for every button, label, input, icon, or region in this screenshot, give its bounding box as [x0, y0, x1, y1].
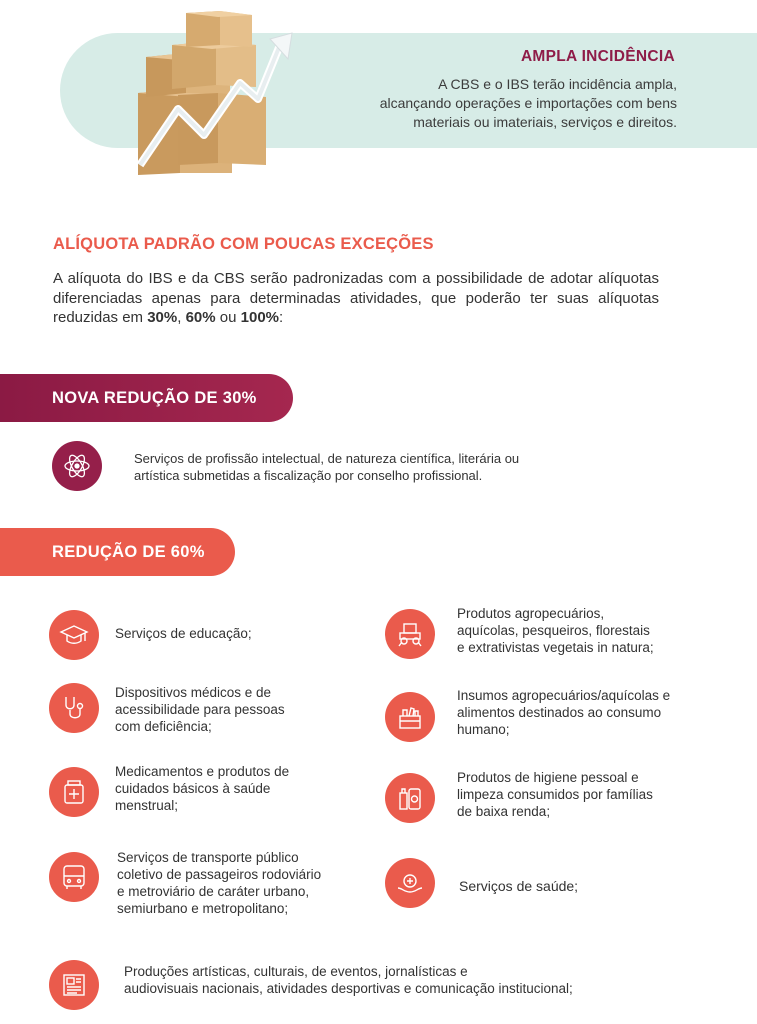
item-line: de baixa renda; [457, 804, 551, 819]
item-line: aquícolas, pesqueiros, florestais [457, 623, 650, 638]
item-line: Produtos de higiene pessoal e [457, 770, 639, 785]
item-line: Serviços de educação; [115, 626, 252, 641]
banner-line: alcançando operações e importações com bens [379, 95, 677, 111]
banner-line: materiais ou imateriais, serviços e direitos. [413, 114, 677, 130]
item-line: humano; [457, 722, 510, 737]
item-line: semiurbano e metropolitano; [117, 901, 289, 916]
tractor-icon [385, 609, 435, 659]
item-line: Serviços de saúde; [459, 878, 579, 894]
left-item-3 [115, 763, 289, 814]
section-title: ALÍQUOTA PADRÃO COM POUCAS EXCEÇÕES [53, 235, 434, 253]
item-line: Insumos agropecuários/aquícolas e [457, 688, 671, 703]
health-hands-icon [385, 858, 435, 908]
right-item-4 [459, 878, 578, 895]
right-item-3 [457, 769, 653, 820]
grocery-box-icon [385, 692, 435, 742]
item-line: Serviços de profissão intelectual, de natureza científica, literária ou [134, 451, 520, 466]
newspaper-icon [49, 960, 99, 1010]
banner-text [300, 75, 677, 132]
item-line: menstrual; [115, 798, 179, 813]
item-line: cuidados básicos à saúde [115, 781, 271, 796]
reduction-30-pill: NOVA REDUÇÃO DE 30% [0, 374, 293, 422]
left-item-4 [117, 849, 321, 917]
item-line: limpeza consumidos por famílias [457, 787, 653, 802]
bus-icon [49, 852, 99, 902]
atom-icon [52, 441, 102, 491]
right-item-1 [457, 605, 654, 656]
medicine-jar-icon [49, 767, 99, 817]
item-line: artística submetidas a fiscalização por conselho profissional. [134, 468, 483, 483]
graduation-cap-icon [49, 610, 99, 660]
percent-100: 100% [240, 309, 280, 326]
reduction-30-item [134, 450, 592, 484]
item-line: e metroviário de caráter urbano, [117, 884, 310, 899]
bottom-item [124, 963, 573, 997]
item-line: audiovisuais nacionais, atividades desportivas e comunicação institucional; [124, 981, 573, 996]
text-segment: A alíquota do IBS e da CBS serão padronizadas com a possibilidade de adotar alíquotas diferenciadas apenas para determinadas atividades, que poderão ter suas alíquotas reduzidas em [53, 270, 659, 326]
item-line: Produções artísticas, culturais, de eventos, jornalísticas e [124, 964, 468, 979]
text-segment: ou [215, 309, 241, 326]
hygiene-products-icon [385, 773, 435, 823]
stethoscope-icon [49, 683, 99, 733]
left-item-2 [115, 684, 285, 735]
item-line: alimentos destinados ao consumo [457, 705, 662, 720]
item-line: acessibilidade para pessoas [115, 702, 285, 717]
item-line: Serviços de transporte público [117, 850, 299, 865]
percent-30: 30% [147, 309, 178, 326]
banner-title: AMPLA INCIDÊNCIA [520, 48, 675, 65]
item-line: e extrativistas vegetais in natura; [457, 640, 654, 655]
boxes-growth-illustration [120, 5, 300, 175]
percent-60: 60% [185, 309, 216, 326]
item-line: coletivo de passageiros rodoviário [117, 867, 322, 882]
item-line: Produtos agropecuários, [457, 606, 605, 621]
left-item-1 [115, 625, 252, 642]
reduction-60-pill: REDUÇÃO DE 60% [0, 528, 235, 576]
section-text [53, 269, 659, 328]
item-line: Dispositivos médicos e de [115, 685, 272, 700]
banner-line: A CBS e o IBS terão incidência ampla, [438, 76, 677, 92]
right-item-2 [457, 687, 670, 738]
text-segment: : [279, 309, 284, 326]
text-segment: , [177, 309, 186, 326]
item-line: Medicamentos e produtos de [115, 764, 290, 779]
item-line: com deficiência; [115, 719, 212, 734]
